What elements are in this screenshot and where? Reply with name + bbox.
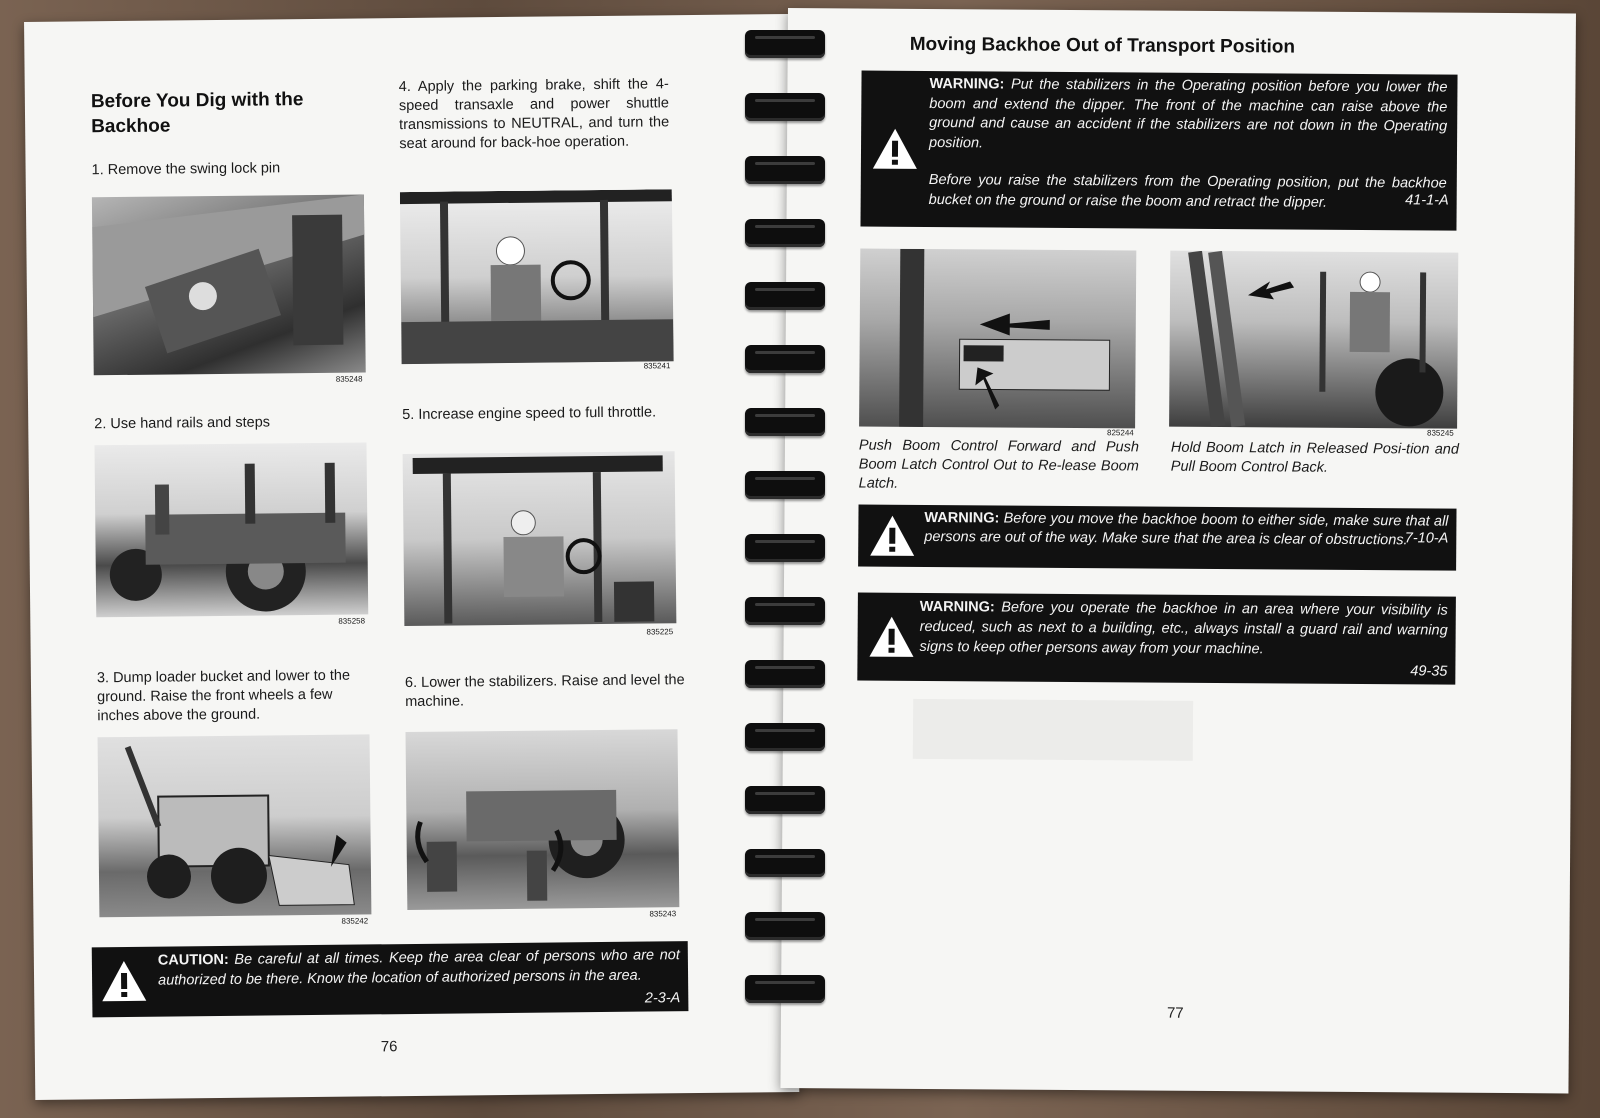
warning-triangle-icon (868, 514, 916, 558)
step-5-photo-id: 835225 (646, 627, 674, 637)
warning-1-label: WARNING: (929, 75, 1005, 93)
binding-ring (745, 471, 825, 499)
step-3-text: 3. Dump loader bucket and lower to the ground. Raise the front wheels a few inches above the ground. (96, 667, 351, 725)
binding-ring (745, 723, 825, 751)
warning-2-label: WARNING: (924, 509, 1000, 527)
boom-control-photo-id: 825244 (1107, 428, 1134, 438)
caution-label: CAUTION: (157, 951, 229, 969)
binding-ring (745, 93, 825, 121)
caution-box (92, 941, 689, 1017)
step-6-photo-id: 835243 (649, 909, 677, 919)
binding-ring (745, 660, 825, 688)
warning-2-code: 7-10-A (1404, 530, 1449, 547)
binding-ring (745, 345, 825, 373)
page-number-right: 77 (1166, 1004, 1184, 1022)
binding-ring (745, 912, 825, 940)
binding-ring (745, 975, 825, 1003)
binding-ring (745, 156, 825, 184)
warning-3-text: Before you operate the backhoe in an area where your visibility is reduced, such as next to a building, etc., always install a guard rail and warning signs to keep other persons away from your machine. (919, 599, 1448, 658)
right-page-title: Moving Backhoe Out of Transport Position (909, 33, 1296, 58)
binding-ring (745, 30, 825, 58)
boom-latch-photo (1169, 251, 1458, 429)
step-4-photo-id: 835241 (643, 361, 671, 371)
step-3-photo-id: 835242 (341, 916, 369, 926)
boom-latch-caption: Hold Boom Latch in Released Posi-tion and Pull Boom Control Back. (1170, 439, 1459, 476)
page-number-left: 76 (380, 1038, 398, 1056)
step-5-text: 5. Increase engine speed to full throttle. (402, 404, 657, 424)
step-6-photo (405, 729, 679, 910)
step-5-photo (403, 451, 677, 626)
warning-triangle-icon (871, 127, 919, 171)
binding-ring (745, 219, 825, 247)
warning-1-text: Put the stabilizers in the Operating position before you lower the boom and extend the dipper. The front of the machine can raise above the ground and cause an accident if the stabilizers are not down in the Operating position. (929, 76, 1448, 151)
binding-ring (745, 534, 825, 562)
warning-box-3 (857, 593, 1456, 685)
step-1-photo-id: 835248 (335, 374, 363, 384)
left-page-title: Before You Dig with the Backhoe (90, 89, 304, 138)
caution-code: 2-3-A (644, 990, 681, 1007)
step-4-photo (400, 189, 674, 364)
caution-text: Be careful at all times. Keep the area clear of persons who are not authorized to be there. Know the location of authorized persons in the area. (158, 947, 680, 989)
step-2-photo-id: 835258 (338, 616, 366, 626)
bleed-through-shadow (913, 699, 1193, 761)
boom-control-photo (859, 249, 1136, 429)
warning-3-code: 49-35 (1410, 663, 1448, 680)
warning-1-code: 41-1-A (1405, 191, 1449, 209)
binding-ring (745, 282, 825, 310)
warning-2-text: Before you move the backhoe boom to either side, make sure that all persons are out of the way. Make sure that the area is clear of obstructions. (924, 510, 1449, 549)
binding-ring (745, 408, 825, 436)
step-4-text: 4. Apply the parking brake, shift the 4-speed transaxle and power shuttle transmissions to NEUTRAL, and turn the seat around for back-hoe operation. (398, 76, 670, 153)
binding-ring (745, 786, 825, 814)
warning-triangle-icon (100, 959, 148, 1004)
warning-box-1 (860, 71, 1457, 231)
step-2-text: 2. Use hand rails and steps (94, 414, 271, 433)
step-1-text: 1. Remove the swing lock pin (91, 160, 281, 179)
step-1-photo (92, 194, 366, 375)
right-page (780, 8, 1576, 1093)
warning-triangle-icon (867, 615, 915, 659)
binding-ring (745, 849, 825, 877)
boom-control-caption: Push Boom Control Forward and Push Boom Latch Control Out to Re-lease Boom Latch. (858, 437, 1139, 492)
step-6-text: 6. Lower the stabilizers. Raise and level the machine. (404, 672, 685, 711)
binding-ring (745, 597, 825, 625)
left-page (24, 14, 799, 1100)
warning-box-2 (858, 505, 1456, 571)
warning-3-label: WARNING: (919, 598, 995, 616)
spiral-binding (745, 30, 825, 1060)
boom-latch-photo-id: 835245 (1427, 428, 1454, 438)
warning-1-text-2: Before you raise the stabilizers from the Operating position, put the backhoe bucket on the ground or raise the boom and retract the dipper. (928, 171, 1447, 211)
step-2-photo (94, 442, 368, 617)
step-3-photo (98, 734, 372, 917)
